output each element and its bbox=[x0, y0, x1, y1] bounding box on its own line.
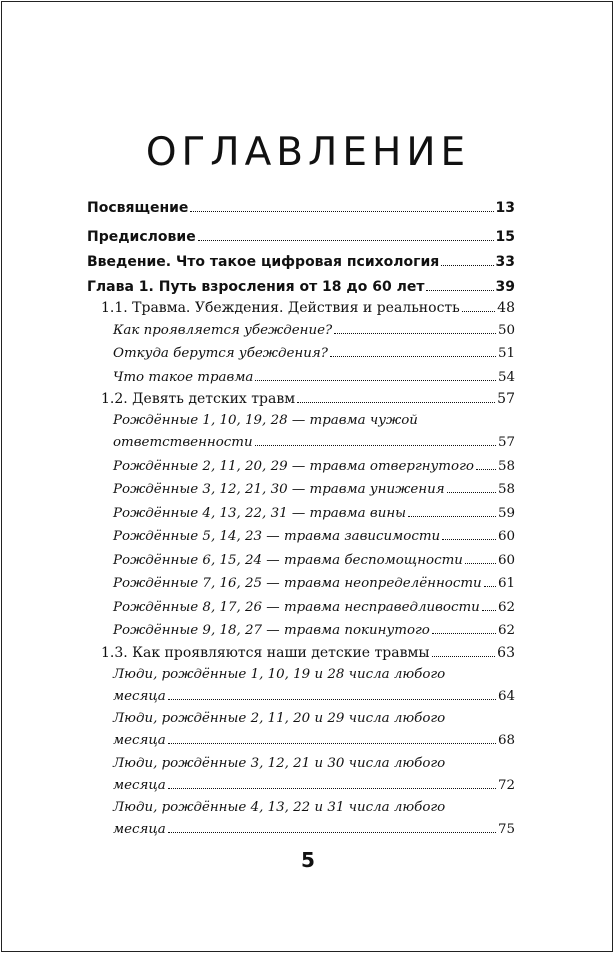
toc-entry-page: 62 bbox=[497, 623, 515, 638]
toc-entry-page: 39 bbox=[495, 279, 515, 295]
toc-entry-page: 50 bbox=[497, 323, 515, 338]
dot-leader bbox=[482, 609, 496, 611]
toc-entry-label: Рождённые 8, 17, 26 — травма несправедливости bbox=[113, 600, 480, 615]
toc-entry-page: 59 bbox=[497, 506, 515, 521]
toc-entry[interactable] bbox=[101, 645, 515, 661]
dot-leader bbox=[432, 632, 496, 634]
toc-entry-label: Рождённые 2, 11, 20, 29 — травма отвергнутого bbox=[113, 459, 474, 474]
toc-entry-label: Предисловие bbox=[87, 229, 196, 245]
toc-entry[interactable] bbox=[113, 529, 515, 544]
toc-entry[interactable] bbox=[113, 822, 515, 837]
dot-leader bbox=[462, 310, 495, 312]
toc-entry[interactable] bbox=[113, 506, 515, 521]
toc-entry-label-cont: месяца bbox=[113, 822, 166, 837]
toc-entry[interactable] bbox=[113, 482, 515, 497]
toc-entry-label[interactable]: Люди, рождённые 1, 10, 19 и 28 числа любого bbox=[113, 667, 446, 682]
dot-leader bbox=[198, 239, 494, 241]
page-title: ОГЛАВЛЕНИЕ bbox=[145, 130, 471, 175]
toc-entry[interactable] bbox=[101, 300, 515, 316]
toc-entry-label: 1.1. Травма. Убеждения. Действия и реальность bbox=[101, 300, 460, 316]
toc-entry-page: 63 bbox=[497, 645, 515, 661]
toc-entry-label: Введение. Что такое цифровая психология bbox=[87, 254, 440, 270]
toc-entry[interactable] bbox=[113, 689, 515, 704]
dot-leader bbox=[255, 444, 496, 446]
toc-entry[interactable] bbox=[113, 323, 515, 338]
dot-leader bbox=[465, 562, 496, 564]
dot-leader bbox=[432, 655, 496, 657]
toc-entry[interactable] bbox=[87, 254, 515, 270]
toc-entry[interactable] bbox=[87, 279, 515, 295]
toc-entry-page: 75 bbox=[497, 822, 515, 837]
toc-entry[interactable] bbox=[87, 229, 515, 245]
toc-entry-page: 58 bbox=[497, 459, 515, 474]
dot-leader bbox=[426, 289, 493, 291]
toc-entry[interactable] bbox=[101, 391, 515, 407]
toc-entry-label: Рождённые 6, 15, 24 — травма беспомощности bbox=[113, 553, 463, 568]
toc-entry-label[interactable]: Люди, рождённые 2, 11, 20 и 29 числа любого bbox=[113, 711, 446, 726]
toc-entry-label[interactable]: Люди, рождённые 3, 12, 21 и 30 числа любого bbox=[113, 756, 446, 771]
toc-entry-page: 60 bbox=[497, 553, 515, 568]
toc-entry-label: 1.2. Девять детских травм bbox=[101, 391, 296, 407]
toc-entry[interactable] bbox=[113, 459, 515, 474]
toc-entry-label: Рождённые 9, 18, 27 — травма покинутого bbox=[113, 623, 430, 638]
toc-entry[interactable] bbox=[113, 623, 515, 638]
toc-entry-label: Что такое травма bbox=[113, 370, 254, 385]
toc-entry-label: Рождённые 5, 14, 23 — травма зависимости bbox=[113, 529, 441, 544]
toc-entry-page: 33 bbox=[495, 254, 515, 270]
toc-entry[interactable] bbox=[113, 576, 515, 591]
toc-entry[interactable] bbox=[87, 200, 515, 216]
toc-entry-label: 1.3. Как проявляются наши детские травмы bbox=[101, 645, 430, 661]
toc-entry-label-cont: месяца bbox=[113, 778, 166, 793]
toc-entry-label-cont: ответственности bbox=[113, 435, 253, 450]
toc-entry-page: 68 bbox=[497, 733, 515, 748]
dot-leader bbox=[168, 742, 496, 744]
toc-entry-page: 60 bbox=[497, 529, 515, 544]
dot-leader bbox=[190, 210, 493, 212]
toc-entry-label: Посвящение bbox=[87, 200, 189, 216]
dot-leader bbox=[447, 491, 496, 493]
dot-leader bbox=[297, 401, 495, 403]
dot-leader bbox=[476, 468, 496, 470]
dot-leader bbox=[484, 585, 496, 587]
toc-entry-page: 57 bbox=[497, 435, 515, 450]
toc-entry-page: 58 bbox=[497, 482, 515, 497]
toc-entry-label: Как проявляется убеждение? bbox=[113, 323, 333, 338]
toc-entry-page: 15 bbox=[495, 229, 515, 245]
toc-entry[interactable] bbox=[113, 600, 515, 615]
toc-entry-page: 64 bbox=[497, 689, 515, 704]
dot-leader bbox=[255, 379, 496, 381]
toc-entry-page: 13 bbox=[495, 200, 515, 216]
toc-entry-label-cont: месяца bbox=[113, 689, 166, 704]
toc-entry-page: 51 bbox=[497, 346, 515, 361]
toc-entry-page: 54 bbox=[497, 370, 515, 385]
toc-entry-label: Глава 1. Путь взросления от 18 до 60 лет bbox=[87, 279, 425, 295]
toc-entry-page: 62 bbox=[497, 600, 515, 615]
dot-leader bbox=[168, 831, 496, 833]
toc-entry-label[interactable]: Люди, рождённые 4, 13, 22 и 31 числа любого bbox=[113, 800, 446, 815]
toc-entry-page: 61 bbox=[497, 576, 515, 591]
dot-leader bbox=[442, 538, 496, 540]
toc-entry-label: Рождённые 4, 13, 22, 31 — травма вины bbox=[113, 506, 407, 521]
toc-entry[interactable] bbox=[113, 553, 515, 568]
dot-leader bbox=[168, 698, 496, 700]
toc-entry-label: Откуда берутся убеждения? bbox=[113, 346, 328, 361]
toc-entry[interactable] bbox=[113, 346, 515, 361]
toc-entry-label: Рождённые 7, 16, 25 — травма неопределённости bbox=[113, 576, 482, 591]
toc-entry[interactable] bbox=[113, 370, 515, 385]
toc-entry-label[interactable]: Рождённые 1, 10, 19, 28 — травма чужой bbox=[113, 413, 418, 428]
toc-entry-page: 48 bbox=[497, 300, 515, 316]
dot-leader bbox=[168, 787, 496, 789]
dot-leader bbox=[408, 515, 496, 517]
page-number: 5 bbox=[301, 848, 315, 872]
toc-entry-label: Рождённые 3, 12, 21, 30 — травма унижения bbox=[113, 482, 445, 497]
toc-entry-label-cont: месяца bbox=[113, 733, 166, 748]
toc-entry[interactable] bbox=[113, 435, 515, 450]
toc-entry-page: 72 bbox=[497, 778, 515, 793]
toc-entry[interactable] bbox=[113, 733, 515, 748]
toc-entry[interactable] bbox=[113, 778, 515, 793]
toc-entry-page: 57 bbox=[497, 391, 515, 407]
dot-leader bbox=[334, 332, 496, 334]
dot-leader bbox=[441, 264, 493, 266]
dot-leader bbox=[330, 355, 496, 357]
